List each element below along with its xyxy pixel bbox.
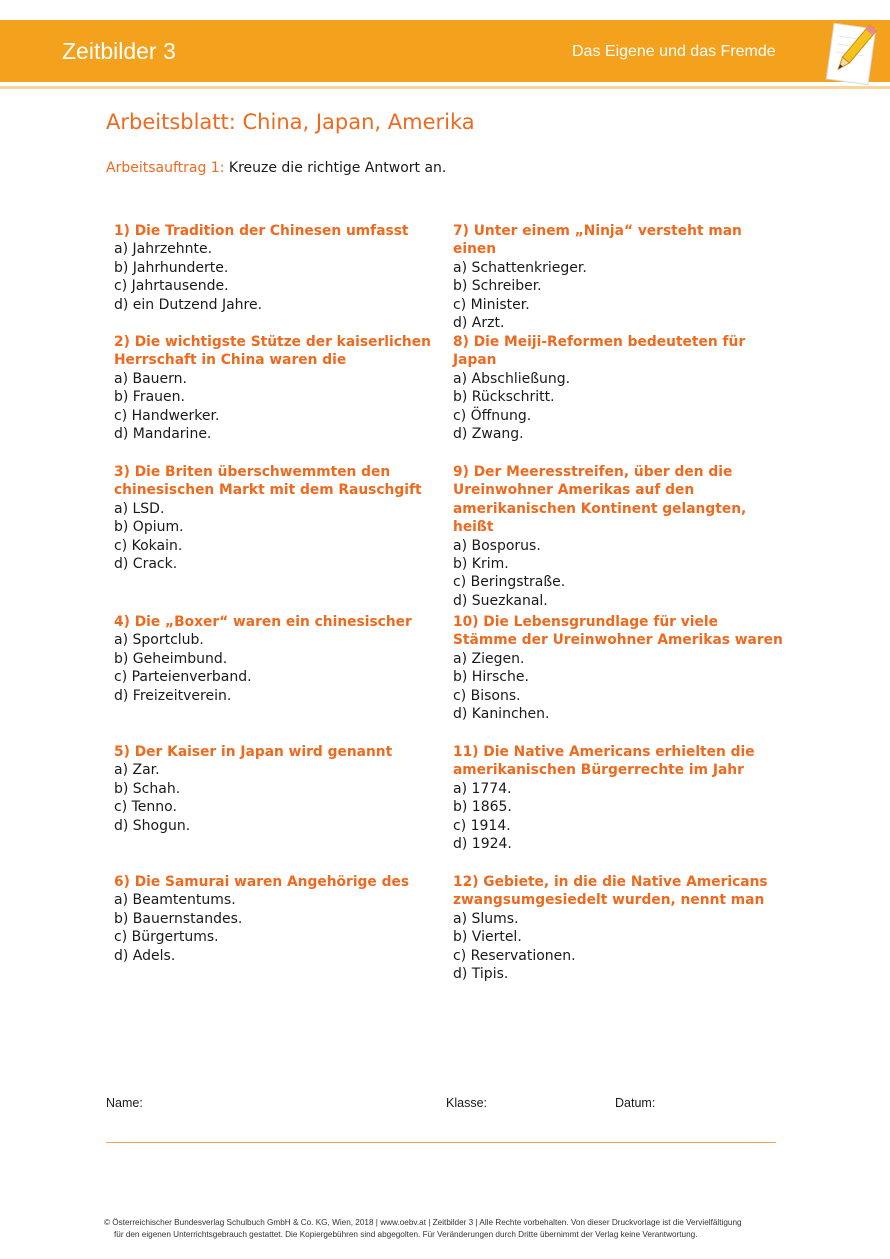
answer-option: b) Schreiber.	[453, 278, 542, 295]
answer-option: b) Krim.	[453, 556, 509, 573]
answer-option: c) Minister.	[453, 296, 530, 313]
answer-option: c) Tenno.	[114, 799, 177, 816]
question-block	[453, 873, 783, 983]
answer-option: a) Beamtentums.	[114, 892, 236, 909]
answer-option: a) Sportclub.	[114, 632, 204, 649]
answer-option: c) Öffnung.	[453, 407, 532, 424]
answer-option: d) Mandarine.	[114, 426, 212, 443]
answer-option: a) Zar.	[114, 762, 160, 779]
question-title: 11) Die Native Americans erhielten die amerikanischen Bürgerrechte im Jahr	[453, 744, 755, 779]
answer-option: a) LSD.	[114, 500, 165, 517]
answer-option: b) Bauernstandes.	[114, 910, 243, 927]
form-underline	[106, 1142, 776, 1143]
answer-option: d) 1924.	[453, 836, 512, 853]
answer-option: d) ein Dutzend Jahre.	[114, 296, 263, 313]
class-label: Klasse:	[446, 1096, 487, 1110]
answer-option: d) Freizeitverein.	[114, 687, 232, 704]
question-title: 6) Die Samurai waren Angehörige des	[114, 874, 410, 890]
question-block	[453, 222, 783, 332]
question-block	[453, 613, 783, 723]
answer-option: b) Rückschritt.	[453, 389, 555, 406]
header-subtitle: Das Eigene und das Fremde	[572, 43, 776, 60]
name-label: Name:	[106, 1096, 143, 1110]
question-block	[114, 873, 444, 965]
footer-line-2: für den eigenen Unterrichtsgebrauch gestattet. Die Kopiergebühren sind abgegolten. Für Veränderungen durch Dritte übernimmt der Verlag keine Verantwortung.	[114, 1230, 698, 1239]
answer-option: b) Jahrhunderte.	[114, 259, 229, 276]
question-title: 7) Unter einem „Ninja“ versteht man einen	[453, 223, 742, 258]
question-title: 2) Die wichtigste Stütze der kaiserlichen Herrschaft in China waren die	[114, 334, 431, 369]
page-title: Arbeitsblatt: China, Japan, Amerika	[106, 110, 475, 134]
answer-option: d) Crack.	[114, 556, 178, 573]
answer-option: d) Suezkanal.	[453, 592, 548, 609]
header-divider	[0, 86, 890, 89]
answer-option: d) Adels.	[114, 947, 176, 964]
question-block	[453, 743, 783, 853]
task-label: Arbeitsauftrag 1:	[106, 160, 225, 176]
answer-option: c) 1914.	[453, 817, 511, 834]
answer-option: b) Viertel.	[453, 929, 522, 946]
answer-option: d) Tipis.	[453, 966, 509, 983]
answer-option: a) Jahrzehnte.	[114, 241, 213, 258]
question-block	[114, 222, 444, 314]
question-title: 10) Die Lebensgrundlage für viele Stämme der Ureinwohner Amerikas waren	[453, 614, 783, 649]
header-title: Zeitbilder 3	[62, 38, 176, 64]
question-title: 3) Die Briten überschwemmten den chinesischen Markt mit dem Rauschgift	[114, 464, 422, 499]
header-bar	[0, 20, 890, 82]
answer-option: d) Zwang.	[453, 426, 524, 443]
task-instruction	[106, 160, 446, 176]
answer-option: b) Frauen.	[114, 389, 185, 406]
answer-option: b) Schah.	[114, 780, 181, 797]
answer-option: c) Beringstraße.	[453, 574, 566, 591]
question-title: 4) Die „Boxer“ waren ein chinesischer	[114, 614, 412, 630]
pencil-paper-icon	[822, 16, 880, 92]
question-title: 8) Die Meiji-Reformen bedeuteten für Japan	[453, 334, 746, 369]
answer-option: c) Parteienverband.	[114, 669, 252, 686]
answer-option: a) Bosporus.	[453, 537, 541, 554]
answer-option: c) Bürgertums.	[114, 929, 219, 946]
answer-option: a) 1774.	[453, 780, 512, 797]
task-text: Kreuze die richtige Antwort an.	[228, 160, 447, 176]
question-title: 9) Der Meeresstreifen, über den die Ureinwohner Amerikas auf den amerikanischen Kontinent gelangten, heißt	[453, 464, 747, 536]
answer-option: c) Reservationen.	[453, 947, 576, 964]
answer-option: b) Hirsche.	[453, 669, 529, 686]
answer-option: c) Handwerker.	[114, 407, 220, 424]
question-block	[114, 743, 444, 835]
answer-option: b) Opium.	[114, 519, 184, 536]
answer-option: b) 1865.	[453, 799, 512, 816]
question-block	[114, 463, 444, 573]
question-block	[453, 463, 783, 610]
answer-option: c) Bisons.	[453, 687, 521, 704]
date-label: Datum:	[615, 1096, 656, 1110]
answer-option: a) Ziegen.	[453, 650, 525, 667]
answer-option: c) Kokain.	[114, 537, 183, 554]
footer-line-1: © Österreichischer Bundesverlag Schulbuch GmbH & Co. KG, Wien, 2018 | www.oebv.at | Zeitbilder 3 | Alle Rechte vorbehalten. Von dieser Druckvorlage ist die Vervielfältigung	[104, 1218, 742, 1227]
answer-option: d) Kaninchen.	[453, 706, 550, 723]
answer-option: a) Abschließung.	[453, 370, 571, 387]
question-block	[114, 613, 444, 705]
answer-option: c) Jahrtausende.	[114, 278, 229, 295]
answer-option: a) Bauern.	[114, 370, 187, 387]
answer-option: d) Arzt.	[453, 315, 505, 332]
answer-option: d) Shogun.	[114, 817, 191, 834]
copyright-footer	[104, 1217, 804, 1241]
question-block	[114, 333, 444, 443]
question-title: 1) Die Tradition der Chinesen umfasst	[114, 223, 409, 239]
question-title: 5) Der Kaiser in Japan wird genannt	[114, 744, 393, 760]
answer-option: a) Slums.	[453, 910, 519, 927]
question-block	[453, 333, 783, 443]
question-title: 12) Gebiete, in die die Native Americans zwangsumgesiedelt wurden, nennt man	[453, 874, 768, 909]
answer-option: b) Geheimbund.	[114, 650, 228, 667]
answer-option: a) Schattenkrieger.	[453, 259, 587, 276]
